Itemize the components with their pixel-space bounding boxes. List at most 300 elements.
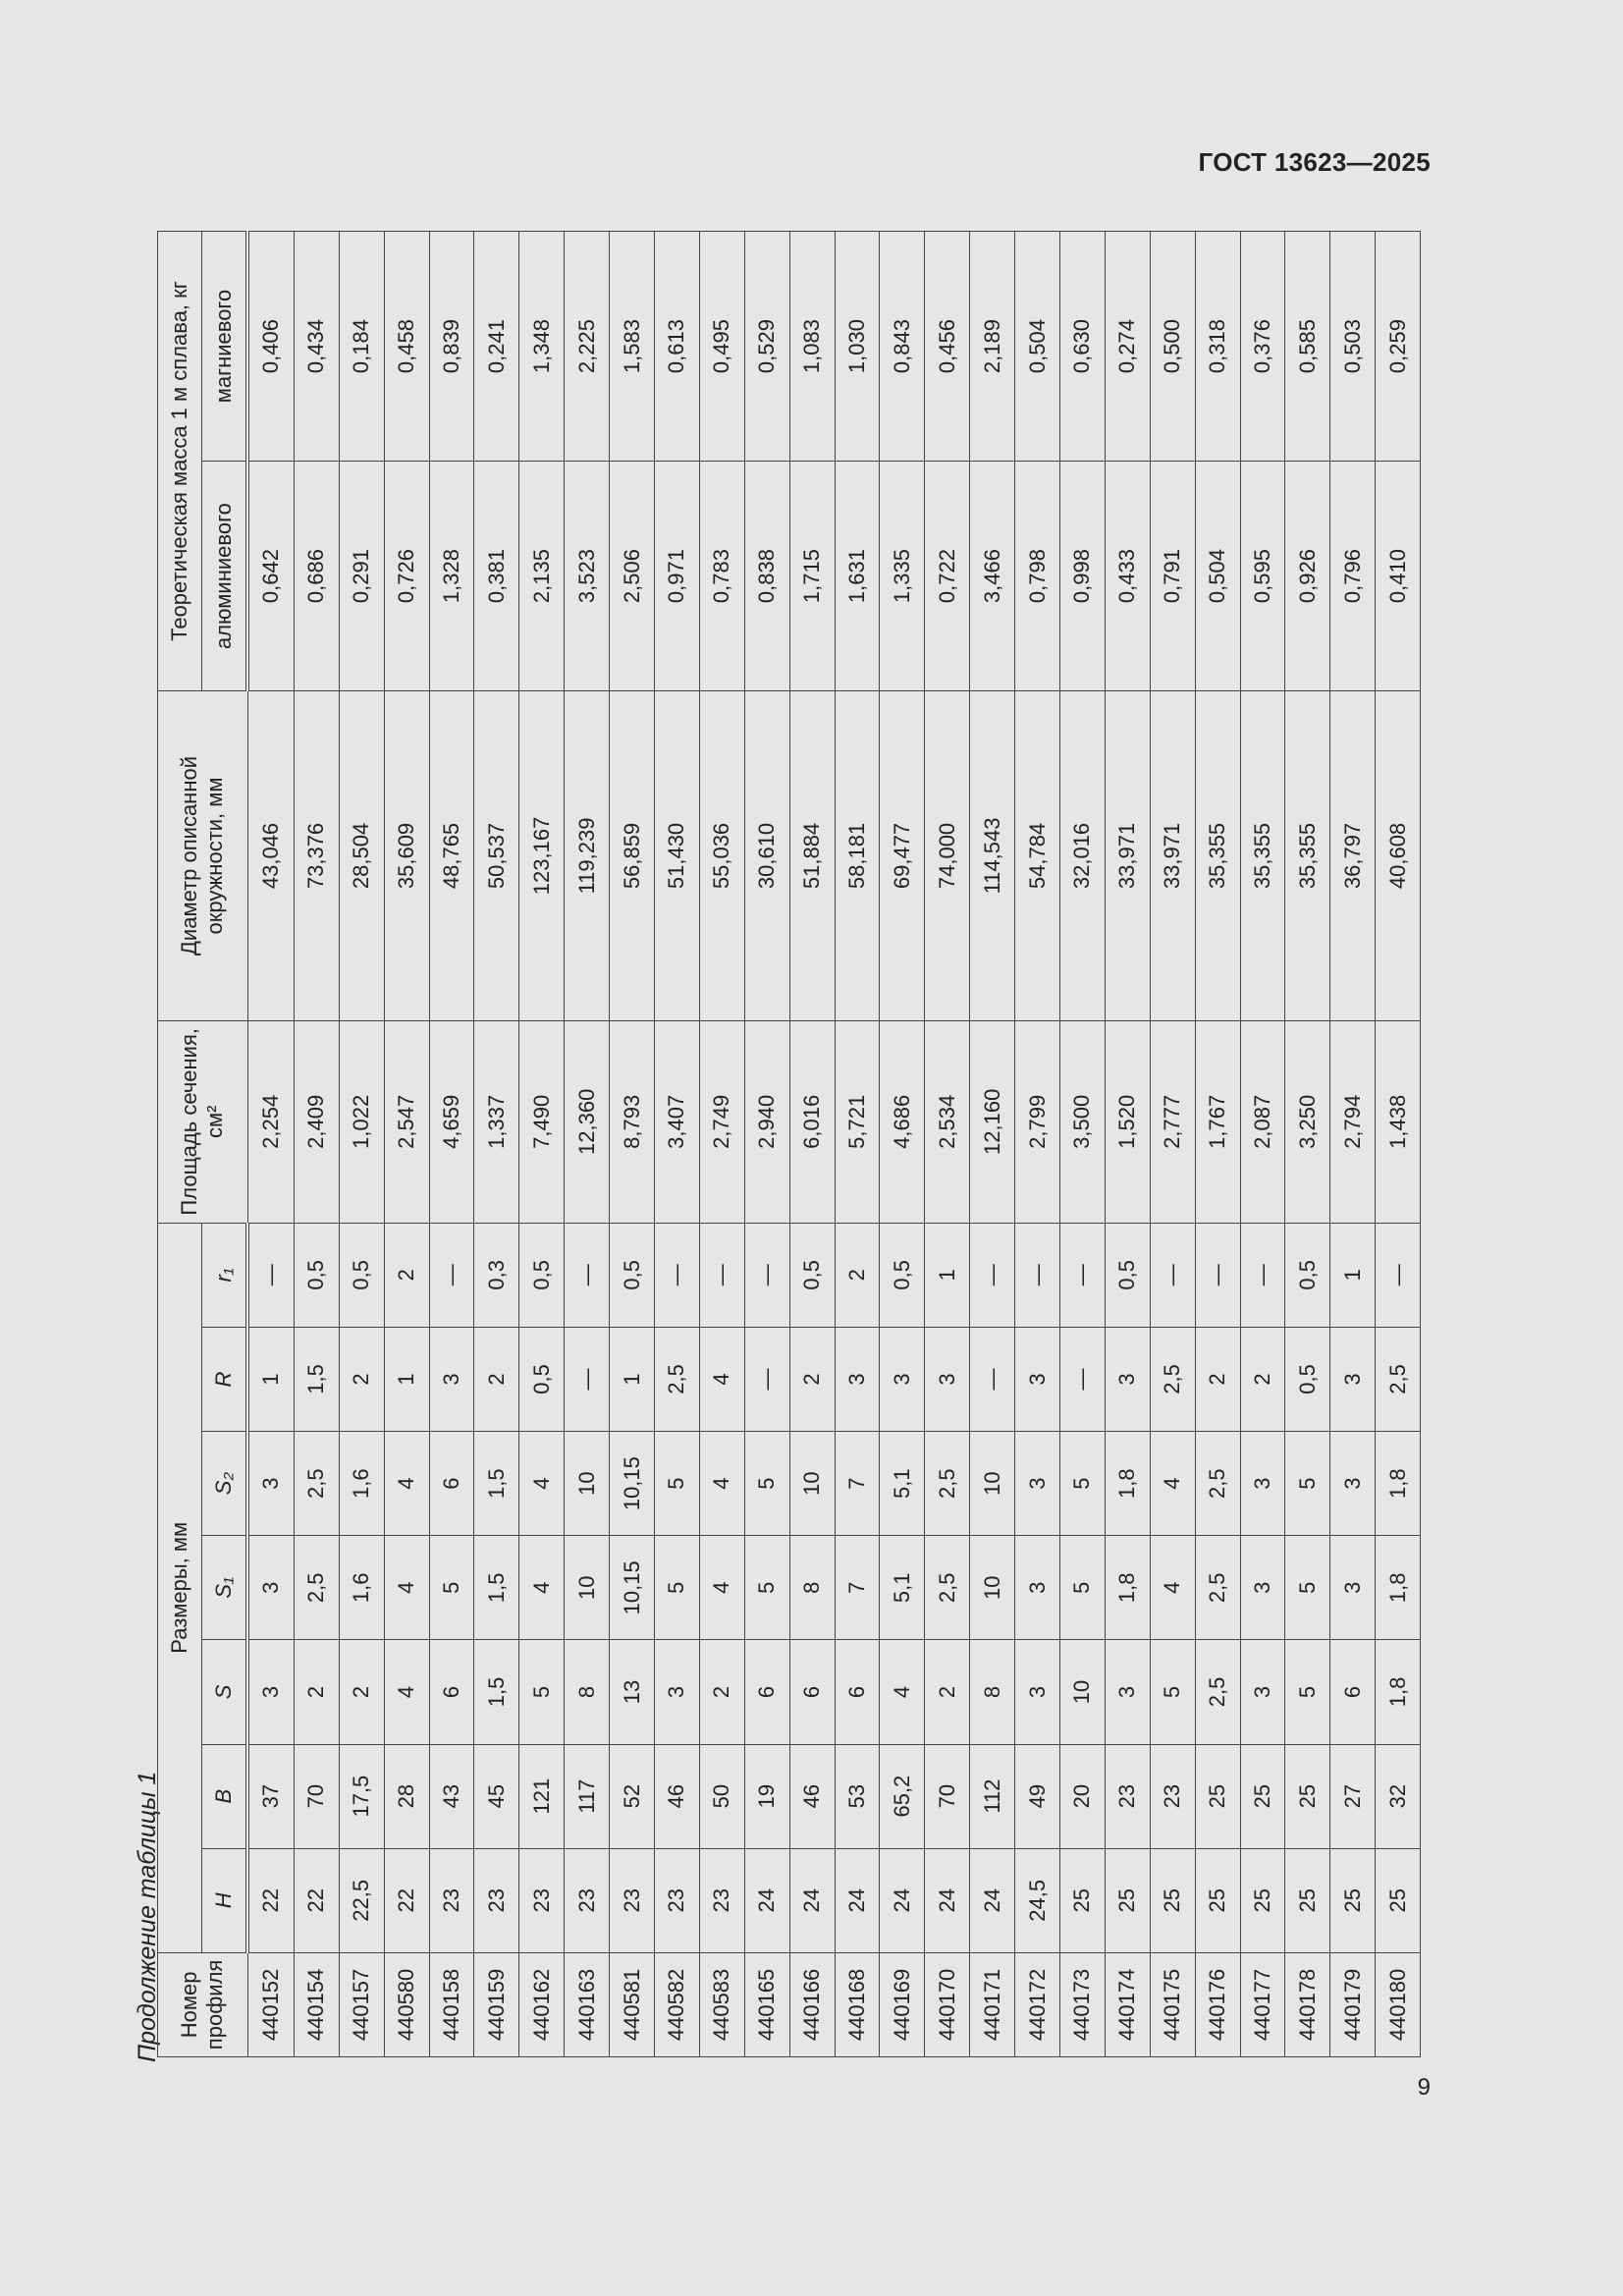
cell-diameter: 50,537 [474,691,519,1021]
cell-profile-number: 440166 [789,1952,835,2056]
cell-r1: 1 [1330,1223,1376,1327]
cell-area: 4,686 [880,1020,925,1223]
cell-aluminum-mass: 0,595 [1240,462,1285,691]
cell-B: 70 [925,1744,970,1848]
table-row [655,232,700,2057]
table-row [880,232,925,2057]
cell-B: 112 [970,1744,1015,1848]
header-H: H [202,1848,248,1952]
cell-B: 70 [294,1744,339,1848]
table-row [1150,232,1195,2057]
cell-magnesium-mass: 2,189 [970,232,1015,462]
cell-S: 3 [655,1640,700,1744]
cell-diameter: 36,797 [1330,691,1376,1021]
cell-diameter: 74,000 [925,691,970,1021]
cell-S: 5 [1150,1640,1195,1744]
cell-r1: 0,5 [1285,1223,1330,1327]
cell-S: 8 [970,1640,1015,1744]
cell-aluminum-mass: 0,291 [339,462,384,691]
cell-R: 1,5 [294,1327,339,1431]
cell-R: 3 [1105,1327,1150,1431]
cell-magnesium-mass: 0,500 [1150,232,1195,462]
cell-H: 23 [565,1848,610,1952]
table-row [970,232,1015,2057]
cell-diameter: 28,504 [339,691,384,1021]
cell-aluminum-mass: 0,433 [1105,462,1150,691]
cell-area: 6,016 [789,1020,835,1223]
cell-aluminum-mass: 0,642 [247,462,294,691]
cell-B: 25 [1285,1744,1330,1848]
cell-H: 24 [789,1848,835,1952]
cell-S1: 10,15 [610,1536,655,1640]
cell-profile-number: 440168 [835,1952,880,2056]
cell-B: 65,2 [880,1744,925,1848]
cell-profile-number: 440583 [699,1952,744,2056]
cell-aluminum-mass: 0,796 [1330,462,1376,691]
cell-R: 1 [384,1327,429,1431]
cell-r1: 0,5 [789,1223,835,1327]
cell-magnesium-mass: 0,630 [1060,232,1106,462]
cell-r1: 1 [925,1223,970,1327]
cell-area: 2,534 [925,1020,970,1223]
cell-S: 6 [744,1640,789,1744]
cell-aluminum-mass: 0,686 [294,462,339,691]
cell-R: 2,5 [1150,1327,1195,1431]
cell-H: 22 [294,1848,339,1952]
cell-S1: 7 [835,1536,880,1640]
cell-B: 17,5 [339,1744,384,1848]
cell-area: 1,438 [1376,1020,1421,1223]
cell-area: 4,659 [429,1020,474,1223]
table-row [789,232,835,2057]
cell-r1: 0,5 [339,1223,384,1327]
header-S1: S₁ [202,1536,248,1640]
cell-S: 1,5 [474,1640,519,1744]
cell-aluminum-mass: 0,791 [1150,462,1195,691]
cell-profile-number: 440170 [925,1952,970,2056]
cell-diameter: 123,167 [519,691,565,1021]
cell-magnesium-mass: 0,318 [1195,232,1240,462]
header-aluminum: алюминиевого [202,462,248,691]
profile-table [157,231,1421,2057]
table-row [925,232,970,2057]
cell-S1: 3 [1015,1536,1060,1640]
cell-diameter: 69,477 [880,691,925,1021]
cell-B: 25 [1240,1744,1285,1848]
cell-aluminum-mass: 1,335 [880,462,925,691]
cell-R: 3 [880,1327,925,1431]
cell-magnesium-mass: 0,839 [429,232,474,462]
cell-diameter: 33,971 [1150,691,1195,1021]
cell-diameter: 73,376 [294,691,339,1021]
cell-aluminum-mass: 3,466 [970,462,1015,691]
cell-S1: 1,5 [474,1536,519,1640]
header-R: R [202,1327,248,1431]
cell-profile-number: 440582 [655,1952,700,2056]
cell-r1: 0,5 [519,1223,565,1327]
table-caption: Продолжение таблицы 1 [134,1771,161,2062]
cell-S: 3 [1240,1640,1285,1744]
cell-profile-number: 440580 [384,1952,429,2056]
cell-area: 2,799 [1015,1020,1060,1223]
cell-S: 2 [925,1640,970,1744]
cell-H: 22,5 [339,1848,384,1952]
cell-S1: 2,5 [294,1536,339,1640]
cell-aluminum-mass: 1,715 [789,462,835,691]
cell-r1: — [1150,1223,1195,1327]
cell-S1: 10 [970,1536,1015,1640]
cell-diameter: 32,016 [1060,691,1106,1021]
standard-code: ГОСТ 13623—2025 [1198,147,1431,177]
cell-area: 3,250 [1285,1020,1330,1223]
cell-r1: — [1195,1223,1240,1327]
header-magnesium: магниевого [202,232,248,462]
cell-S: 6 [1330,1640,1376,1744]
cell-area: 2,940 [744,1020,789,1223]
cell-aluminum-mass: 2,135 [519,462,565,691]
table-row [519,232,565,2057]
cell-aluminum-mass: 0,783 [699,462,744,691]
cell-aluminum-mass: 0,410 [1376,462,1421,691]
cell-B: 43 [429,1744,474,1848]
cell-r1: — [429,1223,474,1327]
cell-profile-number: 440154 [294,1952,339,2056]
cell-area: 12,360 [565,1020,610,1223]
table-row [247,232,294,2057]
table-stage [157,231,1420,2057]
cell-B: 46 [789,1744,835,1848]
cell-S2: 2,5 [925,1432,970,1536]
cell-H: 23 [699,1848,744,1952]
cell-R: 0,5 [519,1327,565,1431]
cell-magnesium-mass: 1,348 [519,232,565,462]
cell-B: 45 [474,1744,519,1848]
cell-S2: 2,5 [1195,1432,1240,1536]
cell-R: 1 [247,1327,294,1431]
cell-S1: 3 [1330,1536,1376,1640]
cell-magnesium-mass: 0,503 [1330,232,1376,462]
table-body [247,232,1421,2057]
cell-H: 23 [519,1848,565,1952]
cell-S: 4 [384,1640,429,1744]
cell-profile-number: 440171 [970,1952,1015,2056]
cell-H: 25 [1060,1848,1106,1952]
cell-area: 2,087 [1240,1020,1285,1223]
table-row [565,232,610,2057]
cell-S1: 1,8 [1105,1536,1150,1640]
cell-S2: 1,5 [474,1432,519,1536]
cell-S2: 1,8 [1376,1432,1421,1536]
cell-S1: 5 [429,1536,474,1640]
cell-R: 3 [1330,1327,1376,1431]
table-row [1285,232,1330,2057]
cell-R: 2,5 [655,1327,700,1431]
cell-R: 2 [339,1327,384,1431]
page-number: 9 [1417,2074,1431,2101]
cell-S1: 3 [247,1536,294,1640]
cell-area: 2,254 [247,1020,294,1223]
cell-S: 8 [565,1640,610,1744]
cell-magnesium-mass: 0,504 [1015,232,1060,462]
cell-r1: — [247,1223,294,1327]
cell-S2: 3 [1240,1432,1285,1536]
cell-B: 28 [384,1744,429,1848]
cell-magnesium-mass: 0,406 [247,232,294,462]
cell-S2: 1,8 [1105,1432,1150,1536]
cell-H: 23 [610,1848,655,1952]
cell-S1: 5 [1060,1536,1106,1640]
cell-S2: 4 [519,1432,565,1536]
cell-diameter: 51,430 [655,691,700,1021]
cell-S2: 5,1 [880,1432,925,1536]
cell-B: 49 [1015,1744,1060,1848]
cell-S2: 2,5 [294,1432,339,1536]
cell-area: 3,500 [1060,1020,1106,1223]
cell-B: 52 [610,1744,655,1848]
table-row [699,232,744,2057]
cell-aluminum-mass: 0,722 [925,462,970,691]
cell-R: 1 [610,1327,655,1431]
cell-S: 5 [519,1640,565,1744]
cell-magnesium-mass: 0,434 [294,232,339,462]
cell-R: — [1060,1327,1106,1431]
cell-S1: 8 [789,1536,835,1640]
cell-area: 2,409 [294,1020,339,1223]
cell-S2: 10 [789,1432,835,1536]
cell-aluminum-mass: 2,506 [610,462,655,691]
cell-H: 25 [1105,1848,1150,1952]
header-B: B [202,1744,248,1848]
cell-magnesium-mass: 0,843 [880,232,925,462]
cell-S1: 4 [384,1536,429,1640]
cell-S1: 2,5 [925,1536,970,1640]
cell-r1: — [699,1223,744,1327]
cell-S2: 4 [1150,1432,1195,1536]
cell-diameter: 40,608 [1376,691,1421,1021]
cell-S2: 3 [1015,1432,1060,1536]
cell-S: 3 [1015,1640,1060,1744]
header-profile-number: Номер профиля [158,1952,248,2056]
cell-area: 2,749 [699,1020,744,1223]
cell-H: 22 [247,1848,294,1952]
cell-aluminum-mass: 0,971 [655,462,700,691]
cell-B: 32 [1376,1744,1421,1848]
cell-r1: 0,5 [294,1223,339,1327]
cell-S2: 10 [565,1432,610,1536]
cell-profile-number: 440152 [247,1952,294,2056]
cell-R: 2 [1195,1327,1240,1431]
cell-S: 6 [835,1640,880,1744]
cell-S1: 5,1 [880,1536,925,1640]
cell-S1: 4 [1150,1536,1195,1640]
table-row [610,232,655,2057]
cell-diameter: 35,355 [1195,691,1240,1021]
cell-magnesium-mass: 0,529 [744,232,789,462]
cell-profile-number: 440157 [339,1952,384,2056]
cell-diameter: 43,046 [247,691,294,1021]
cell-S1: 4 [699,1536,744,1640]
cell-aluminum-mass: 1,328 [429,462,474,691]
cell-r1: 0,3 [474,1223,519,1327]
header-S: S [202,1640,248,1744]
cell-area: 3,407 [655,1020,700,1223]
cell-S: 10 [1060,1640,1106,1744]
cell-area: 2,794 [1330,1020,1376,1223]
cell-H: 25 [1240,1848,1285,1952]
cell-r1: — [744,1223,789,1327]
table-row [1376,232,1421,2057]
cell-R: 3 [835,1327,880,1431]
cell-B: 25 [1195,1744,1240,1848]
cell-H: 25 [1330,1848,1376,1952]
cell-magnesium-mass: 1,083 [789,232,835,462]
cell-H: 24 [880,1848,925,1952]
cell-area: 1,520 [1105,1020,1150,1223]
cell-r1: — [1060,1223,1106,1327]
table-row [429,232,474,2057]
cell-R: — [970,1327,1015,1431]
cell-magnesium-mass: 0,241 [474,232,519,462]
cell-S2: 5 [1285,1432,1330,1536]
header-mass: Теоретическая масса 1 м сплава, кг [158,232,202,691]
cell-S1: 3 [1240,1536,1285,1640]
header-dimensions: Размеры, мм [158,1223,202,1952]
cell-aluminum-mass: 0,381 [474,462,519,691]
cell-diameter: 51,884 [789,691,835,1021]
cell-B: 23 [1150,1744,1195,1848]
cell-S1: 5 [1285,1536,1330,1640]
cell-area: 8,793 [610,1020,655,1223]
cell-S2: 4 [384,1432,429,1536]
table-row [1195,232,1240,2057]
cell-diameter: 56,859 [610,691,655,1021]
cell-R: 2,5 [1376,1327,1421,1431]
cell-B: 19 [744,1744,789,1848]
cell-r1: — [1240,1223,1285,1327]
cell-S: 3 [1105,1640,1150,1744]
cell-B: 53 [835,1744,880,1848]
cell-S2: 3 [1330,1432,1376,1536]
cell-B: 23 [1105,1744,1150,1848]
cell-magnesium-mass: 0,585 [1285,232,1330,462]
cell-H: 24 [744,1848,789,1952]
cell-S1: 10 [565,1536,610,1640]
cell-S: 1,8 [1376,1640,1421,1744]
table-row [744,232,789,2057]
cell-aluminum-mass: 1,631 [835,462,880,691]
cell-S1: 5 [744,1536,789,1640]
cell-profile-number: 440176 [1195,1952,1240,2056]
cell-S: 4 [880,1640,925,1744]
cell-diameter: 54,784 [1015,691,1060,1021]
table-row [384,232,429,2057]
cell-profile-number: 440581 [610,1952,655,2056]
cell-R: — [565,1327,610,1431]
cell-magnesium-mass: 1,583 [610,232,655,462]
cell-magnesium-mass: 0,259 [1376,232,1421,462]
cell-R: 3 [429,1327,474,1431]
cell-magnesium-mass: 2,225 [565,232,610,462]
cell-r1: — [565,1223,610,1327]
cell-magnesium-mass: 0,274 [1105,232,1150,462]
cell-R: 0,5 [1285,1327,1330,1431]
cell-profile-number: 440173 [1060,1952,1106,2056]
cell-H: 24 [925,1848,970,1952]
cell-r1: 2 [835,1223,880,1327]
cell-profile-number: 440178 [1285,1952,1330,2056]
cell-S: 6 [429,1640,474,1744]
cell-B: 27 [1330,1744,1376,1848]
cell-S2: 1,6 [339,1432,384,1536]
cell-magnesium-mass: 0,184 [339,232,384,462]
cell-area: 2,547 [384,1020,429,1223]
cell-S1: 4 [519,1536,565,1640]
cell-r1: 0,5 [880,1223,925,1327]
cell-B: 117 [565,1744,610,1848]
cell-magnesium-mass: 0,376 [1240,232,1285,462]
header-diameter: Диаметр описанной окружности, мм [158,691,248,1021]
cell-H: 24 [970,1848,1015,1952]
cell-profile-number: 440165 [744,1952,789,2056]
cell-magnesium-mass: 0,613 [655,232,700,462]
cell-aluminum-mass: 0,798 [1015,462,1060,691]
cell-aluminum-mass: 0,926 [1285,462,1330,691]
cell-R: 2 [474,1327,519,1431]
cell-H: 25 [1150,1848,1195,1952]
cell-H: 25 [1376,1848,1421,1952]
cell-aluminum-mass: 0,838 [744,462,789,691]
cell-S2: 3 [247,1432,294,1536]
cell-aluminum-mass: 3,523 [565,462,610,691]
cell-S: 2 [699,1640,744,1744]
cell-S: 13 [610,1640,655,1744]
cell-r1: 2 [384,1223,429,1327]
cell-profile-number: 440179 [1330,1952,1376,2056]
cell-area: 1,767 [1195,1020,1240,1223]
cell-S: 2 [294,1640,339,1744]
cell-area: 12,160 [970,1020,1015,1223]
table-row [1240,232,1285,2057]
cell-r1: — [1376,1223,1421,1327]
cell-aluminum-mass: 0,726 [384,462,429,691]
cell-r1: — [1015,1223,1060,1327]
cell-B: 46 [655,1744,700,1848]
cell-area: 7,490 [519,1020,565,1223]
cell-S2: 4 [699,1432,744,1536]
cell-R: 3 [925,1327,970,1431]
cell-diameter: 114,543 [970,691,1015,1021]
table-row [835,232,880,2057]
cell-R: 2 [1240,1327,1285,1431]
cell-magnesium-mass: 1,030 [835,232,880,462]
cell-S2: 10,15 [610,1432,655,1536]
cell-r1: — [970,1223,1015,1327]
table-row [339,232,384,2057]
cell-B: 50 [699,1744,744,1848]
cell-S2: 5 [744,1432,789,1536]
table-row [1105,232,1150,2057]
cell-S1: 1,6 [339,1536,384,1640]
cell-aluminum-mass: 0,504 [1195,462,1240,691]
cell-S: 6 [789,1640,835,1744]
cell-R: 3 [1015,1327,1060,1431]
cell-H: 23 [655,1848,700,1952]
cell-S2: 5 [1060,1432,1106,1536]
cell-diameter: 119,239 [565,691,610,1021]
cell-diameter: 55,036 [699,691,744,1021]
cell-diameter: 33,971 [1105,691,1150,1021]
cell-diameter: 35,355 [1240,691,1285,1021]
